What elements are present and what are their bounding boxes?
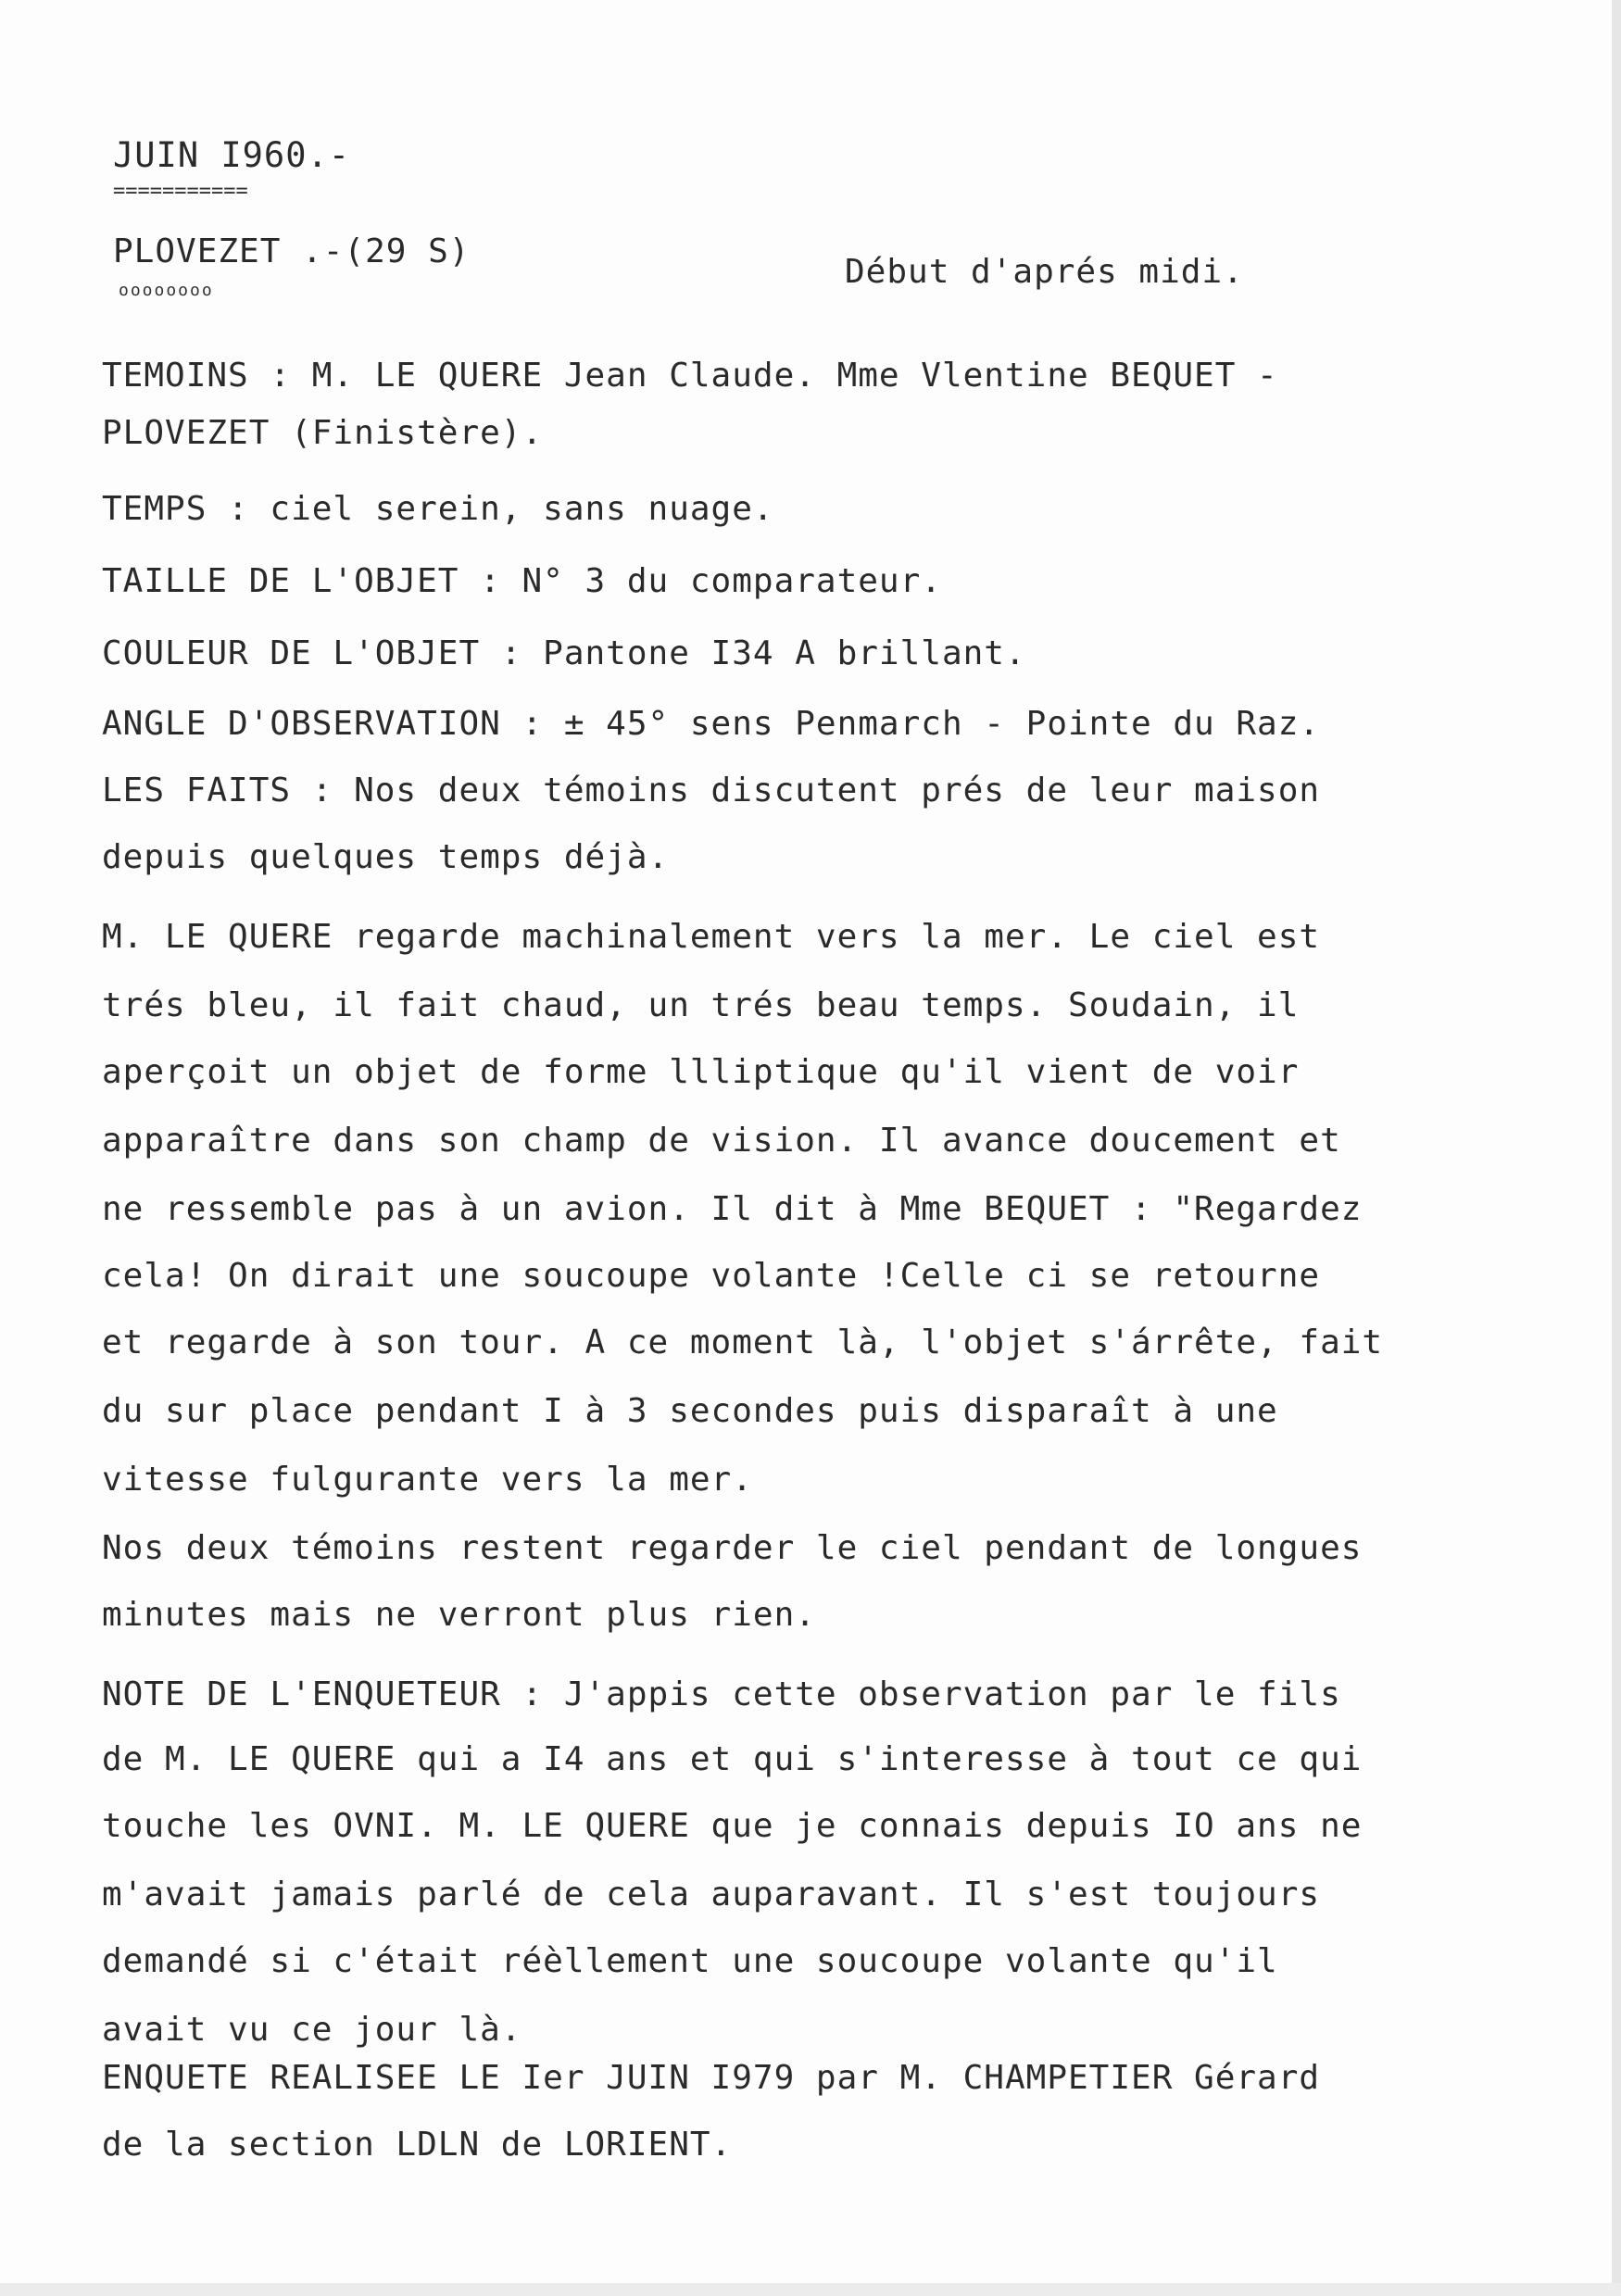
narrative-line: apparaître dans son champ de vision. Il avance doucement et — [102, 1122, 1341, 1160]
investigator-note-line: m'avait jamais parlé de cela auparavant. Il s'est toujours — [102, 1876, 1321, 1913]
observation-angle-line: ANGLE D'OBSERVATION : ± 45° sens Penmarch - Pointe du Raz. — [102, 705, 1321, 743]
narrative-line: aperçoit un objet de forme llliptique qu'il vient de voir — [102, 1053, 1300, 1091]
report-time: Début d'aprés midi. — [845, 253, 1244, 291]
narrative-line: cela! On dirait une soucoupe volante !Celle ci se retourne — [102, 1257, 1321, 1295]
weather-line: TEMPS : ciel serein, sans nuage. — [102, 490, 774, 528]
date-double-underline: =========== — [113, 180, 248, 203]
narrative-line: trés bleu, il fait chaud, un trés beau temps. Soudain, il — [102, 986, 1300, 1024]
facts-line: LES FAITS : Nos deux témoins discutent prés de leur maison — [102, 772, 1321, 809]
narrative-line: du sur place pendant I à 3 secondes puis disparaît à une — [102, 1392, 1278, 1430]
page-bottom-edge — [0, 2283, 1621, 2296]
report-location: PLOVEZET .-(29 S) — [113, 232, 471, 270]
narrative-line: ne ressemble pas à un avion. Il dit à Mme BEQUET : "Regardez — [102, 1190, 1363, 1228]
investigator-note-line: NOTE DE L'ENQUETEUR : J'appis cette observation par le fils — [102, 1675, 1341, 1713]
narrative-line: et regarde à son tour. A ce moment là, l'objet s'árrête, fait — [102, 1324, 1384, 1361]
facts-line-continued: depuis quelques temps déjà. — [102, 838, 670, 876]
object-color-line: COULEUR DE L'OBJET : Pantone I34 A brillant. — [102, 634, 1026, 672]
investigator-note-line: de M. LE QUERE qui a I4 ans et qui s'interesse à tout ce qui — [102, 1740, 1363, 1778]
investigation-credit-line: de la section LDLN de LORIENT. — [102, 2126, 733, 2164]
investigator-note-line: touche les OVNI. M. LE QUERE que je connais depuis IO ans ne — [102, 1807, 1363, 1845]
investigator-note-line: demandé si c'était réèllement une soucoupe volante qu'il — [102, 1942, 1278, 1980]
object-size-line: TAILLE DE L'OBJET : N° 3 du comparateur. — [102, 562, 942, 600]
witnesses-location-line: PLOVEZET (Finistère). — [102, 414, 544, 452]
location-circle-underline: oooooooo — [119, 281, 214, 300]
narrative-line: minutes mais ne verront plus rien. — [102, 1596, 816, 1634]
narrative-line: Nos deux témoins restent regarder le ciel pendant de longues — [102, 1529, 1363, 1567]
narrative-line: M. LE QUERE regarde machinalement vers la mer. Le ciel est — [102, 918, 1321, 956]
witnesses-line: TEMOINS : M. LE QUERE Jean Claude. Mme Vlentine BEQUET - — [102, 357, 1278, 395]
narrative-line: vitesse fulgurante vers la mer. — [102, 1461, 753, 1499]
page-right-edge — [1612, 0, 1621, 2296]
report-date: JUIN I960.- — [113, 135, 351, 175]
investigator-note-line: avait vu ce jour là. — [102, 2011, 522, 2049]
investigation-credit-line: ENQUETE REALISEE LE Ier JUIN I979 par M. CHAMPETIER Gérard — [102, 2059, 1321, 2097]
